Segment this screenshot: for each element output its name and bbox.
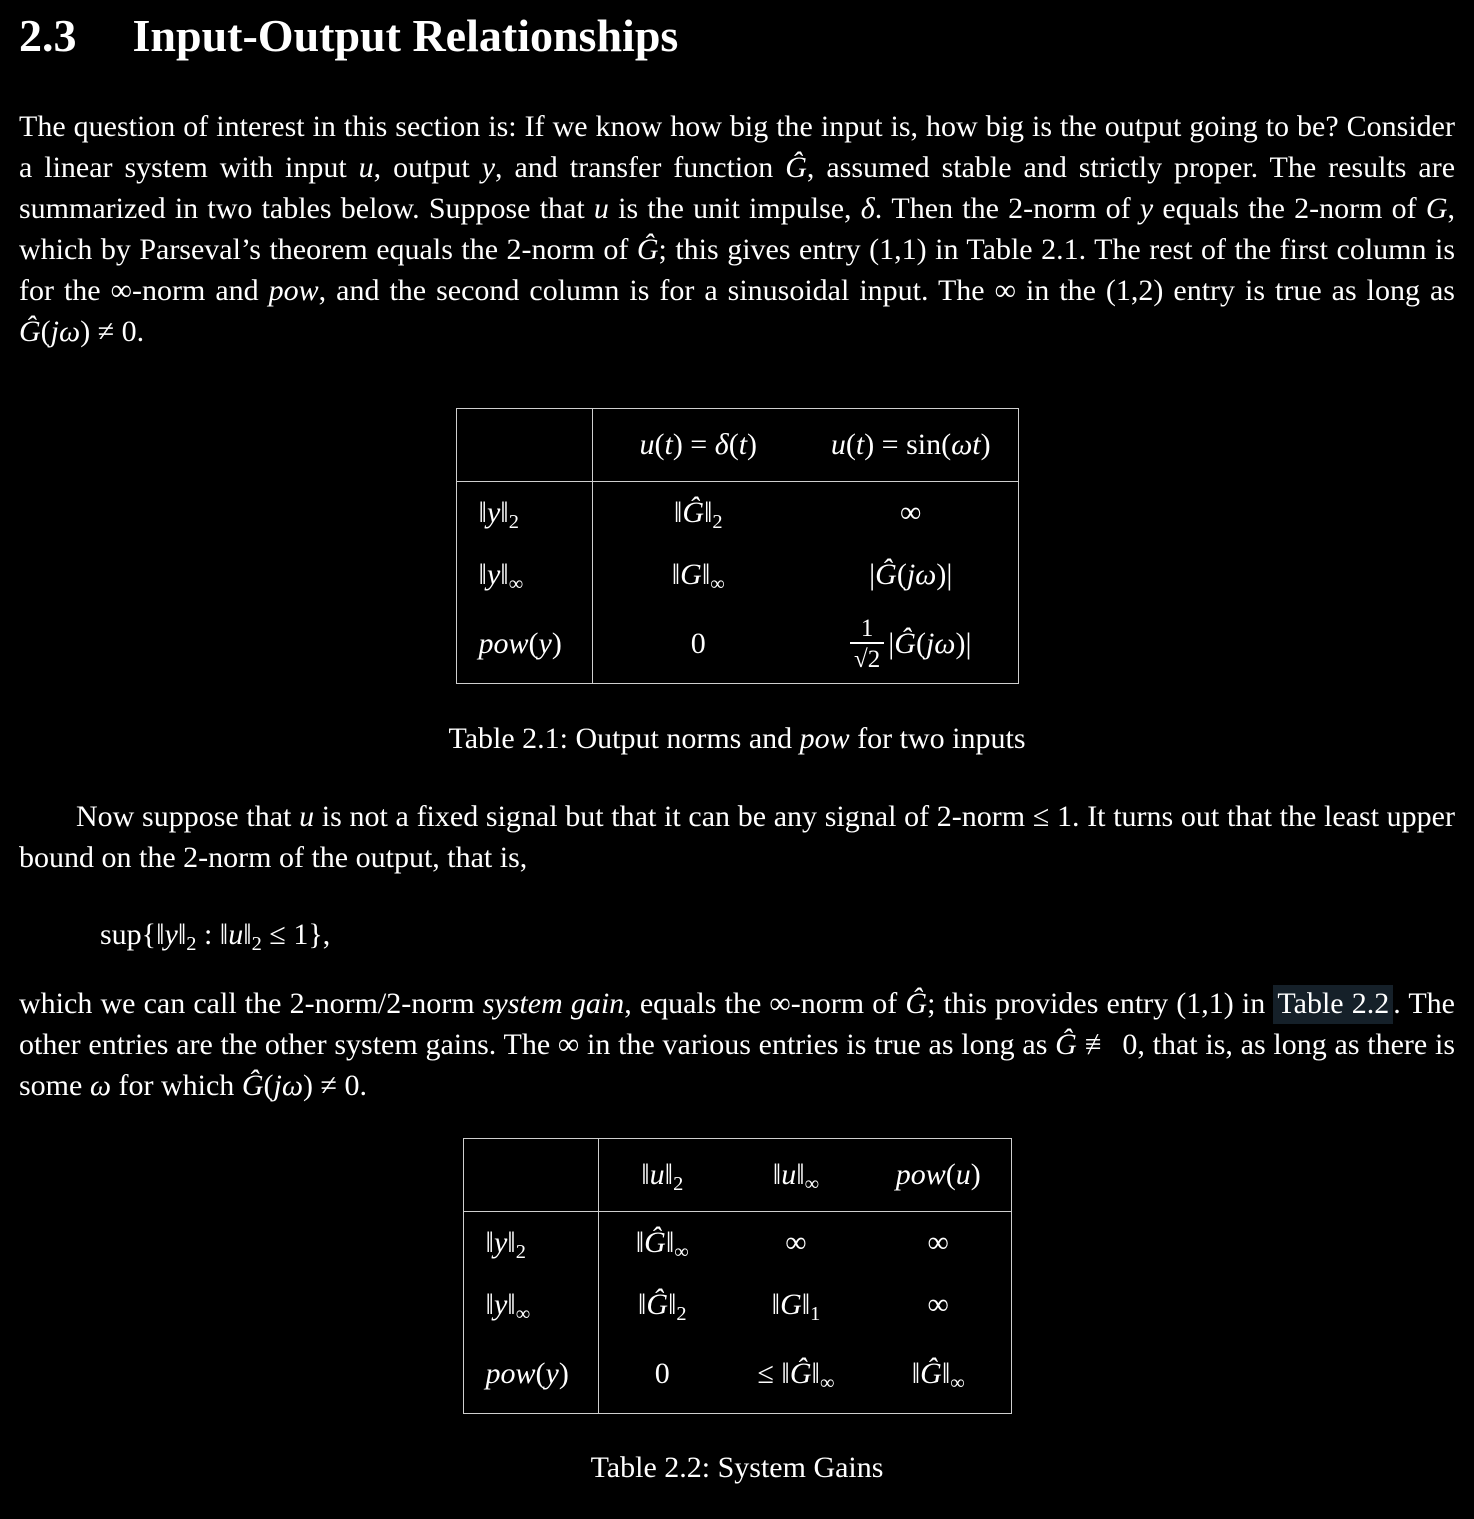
t21-cell-yinf-sinusoid: |Ĝ(jω)| [869,557,953,591]
t22-corner-cell [463,1139,598,1212]
t22-rowlabel-pow: pow(y) [463,1336,598,1414]
t22-cell-y2-uinf: ∞ [785,1225,807,1259]
paragraph-3-text-before: which we can call the 2-norm/2-norm system gain, equals the ∞-norm of Ĝ; this provides entry (1,1) in [19,987,1274,1020]
t21-rowlabel-y2: $‖y‖_2$ [456,482,592,544]
paragraph-3 [19,983,1455,1106]
t22-cell-yinf-powu: ∞ [927,1287,949,1321]
t22-cell-yinf-u2: $‖Ĝ‖_2$ [637,1287,687,1325]
sup-equation: $sup\{‖y‖_2$ : $‖u‖_2 \le 1$}, [100,918,331,956]
paragraph-2: Now suppose that u is not a fixed signal but that it can be any signal of 2-norm ≤ 1. It turns out that the least upper bound on the 2-norm of the output, that is, [19,800,1455,874]
t22-cell-yinf-uinf: $‖G‖_1$ [771,1287,821,1325]
t21-header-impulse: u(t) = δ(t) [592,409,804,482]
t21-cell-pow-sinusoid [804,606,1018,684]
t22-rowlabel-y2: $‖y‖_2$ [463,1212,598,1274]
table-2-1 [456,408,1019,684]
paragraph-1: The question of interest in this section is: If we know how big the input is, how big is the output going to be? Consider a linear system with input u, output y, and transfer function Ĝ, assumed stable and strictly proper. The results are summarized in two tables below. Suppose that u is the unit impulse, δ. Then the 2-norm of y equals the 2-norm of G, which by Parseval’s theorem equals the 2-norm of Ĝ; this gives entry (1,1) in Table 2.1. The rest of the first column is for the ∞-norm and pow, and the second column is for a sinusoidal input. The ∞ in the (1,2) entry is true as long as Ĝ(jω) ≠ 0. [19,110,1456,348]
t22-header-uinf: $‖u‖_\infty$ [726,1139,866,1212]
table-2-2-caption: Table 2.2: System Gains [590,1451,884,1484]
fraction-numerator: 1 [860,614,874,642]
t21-cell-y2-impulse: $‖Ĝ‖_2$ [673,495,723,533]
table-2-1-caption: Table 2.1: Output norms and pow for two inputs [448,722,1026,755]
section-heading [19,10,1455,62]
t21-rowlabel-pow: pow(y) [456,606,592,684]
t22-cell-y2-powu: ∞ [927,1225,949,1259]
t21-rowlabel-yinf: $‖y‖_\infty$ [456,544,592,606]
t22-cell-pow-powu: $‖Ĝ‖_\infty$ [911,1357,965,1395]
fraction-denominator: √2 [850,642,884,674]
t22-rowlabel-yinf: $‖y‖_\infty$ [463,1274,598,1336]
t21-cell-pow-impulse: 0 [690,627,706,661]
fraction [850,615,884,674]
t22-header-powu: pow(u) [866,1139,1011,1212]
section-number: 2.3 [19,10,77,61]
t22-header-u2: $‖u‖_2$ [598,1139,726,1212]
t22-cell-pow-u2: 0 [654,1357,670,1391]
paragraph-3-text-after: . The other entries are the other system gains. The ∞ in the various entries is true as long as Ĝ ≢ 0, that is, as long as there is some ω for which Ĝ(jω) ≠ 0. [19,987,1456,1102]
t21-cell-y2-sinusoid: ∞ [900,495,922,529]
fraction-multiplier: |Ĝ(jω)| [888,627,972,661]
section-title: Input-Output Relationships [132,10,679,61]
t21-header-sinusoid: u(t) = sin(ωt) [804,409,1018,482]
table-2-2-link[interactable]: Table 2.2 [1273,985,1393,1024]
t21-cell-yinf-impulse: $‖G‖_\infty$ [671,557,725,595]
t22-cell-pow-uinf: ≤ $‖Ĝ‖_\infty$ [757,1357,835,1395]
t22-cell-y2-u2: $‖Ĝ‖_\infty$ [635,1225,689,1263]
t21-corner-cell [456,409,592,482]
table-2-2 [463,1138,1012,1414]
